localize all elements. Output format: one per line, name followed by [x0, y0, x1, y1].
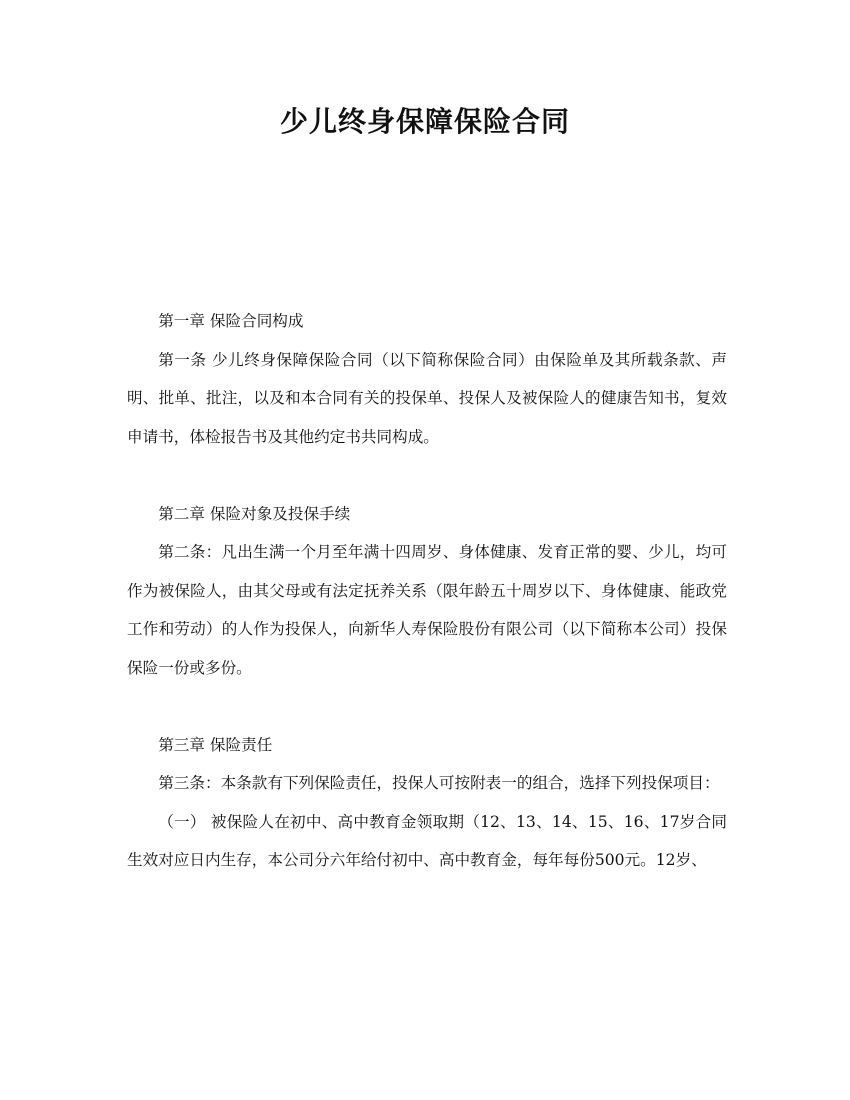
document-title: 少儿终身保障保险合同 — [279, 105, 570, 138]
article-paragraph: 第二条：凡出生满一个月至年满十四周岁、身体健康、发育正常的婴、少儿，均可作为被保险人，由其父母或有法定抚养关系（限年龄五十周岁以下、身体健康、能政党工作和劳动）的人作为投保人，向新华人寿保险股份有限公司（以下简称本公司）投保保险一份或多份。 — [127, 543, 727, 677]
chapter-2 — [127, 495, 727, 688]
chapter-heading: 第二章 保险对象及投保手续 — [158, 504, 351, 523]
chapter-heading: 第三章 保险责任 — [158, 735, 273, 754]
article-paragraph: 第一条 少儿终身保障保险合同（以下简称保险合同）由保险单及其所载条款、声明、批单、批注，以及和本合同有关的投保单、投保人及被保险人的健康告知书，复效申请书，体检报告书及其他约定书共同构成。 — [127, 350, 727, 446]
article-paragraph: （一） 被保险人在初中、高中教育金领取期（12、13、14、15、16、17岁合同生效对应日内生存，本公司分六年给付初中、高中教育金，每年每份500元。12岁、 — [127, 812, 727, 869]
document-body — [127, 302, 727, 880]
article-paragraph: 第三条：本条款有下列保险责任，投保人可按附表一的组合，选择下列投保项目： — [158, 774, 720, 792]
chapter-heading: 第一章 保险合同构成 — [158, 312, 304, 330]
chapter-3 — [127, 726, 727, 880]
chapter-1 — [127, 302, 727, 456]
